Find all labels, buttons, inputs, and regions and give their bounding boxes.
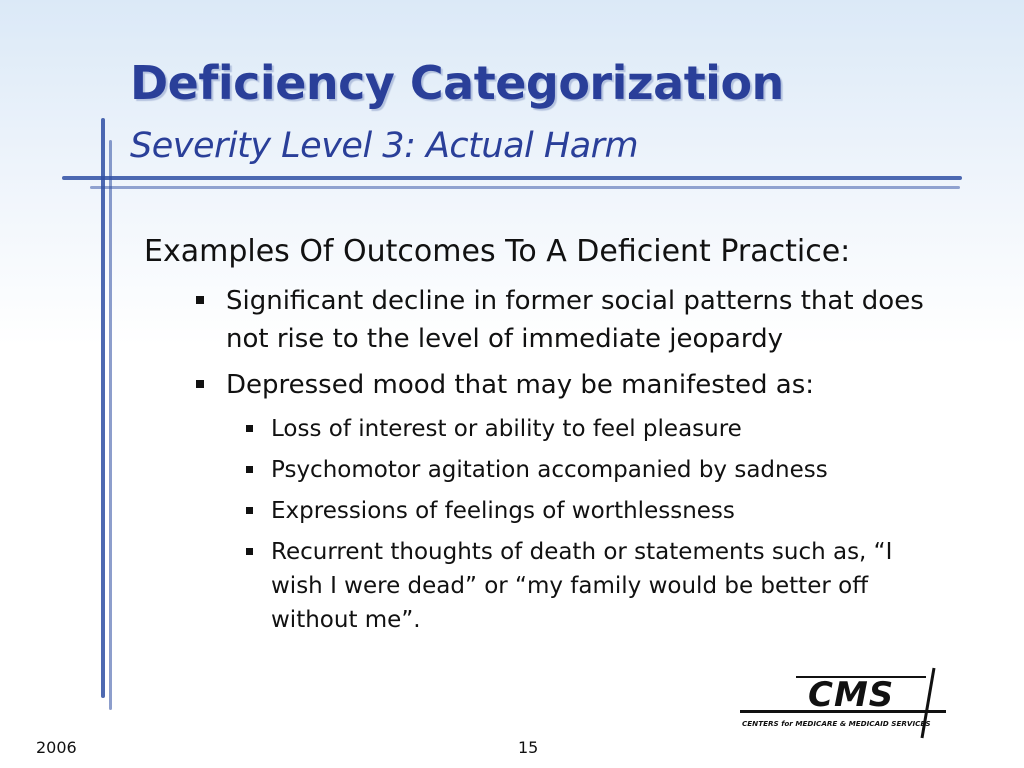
square-bullet-icon (196, 380, 204, 388)
sub-bullet-text: Loss of interest or ability to feel pleasure (271, 416, 742, 442)
square-bullet-icon (246, 466, 253, 473)
cms-logo (736, 664, 952, 740)
sub-bullet-item (144, 494, 951, 528)
square-bullet-icon (246, 425, 253, 432)
slide-content (144, 232, 984, 644)
bullet-text: Significant decline in former social patterns that does not rise to the level of immediate jeopardy (226, 286, 924, 354)
bullet-item (144, 282, 946, 358)
sub-bullet-item (144, 535, 951, 637)
sub-bullet-text: Recurrent thoughts of death or statements such as, “I wish I were dead” or “my family would be better off without me”. (271, 539, 893, 633)
frame-horizontal-line (62, 176, 962, 180)
cms-logo-tagline: CENTERS for MEDICARE & MEDICAID SERVICES (742, 719, 931, 728)
bullet-item (144, 366, 946, 404)
footer-year: 2006 (36, 738, 77, 757)
slide-title: Deficiency Categorization (130, 56, 784, 110)
frame-horizontal-line-shadow (90, 186, 960, 189)
cms-logo-wordmark: CMS (808, 675, 895, 715)
sub-bullet-text: Expressions of feelings of worthlessness (271, 498, 735, 524)
frame-vertical-line (101, 118, 105, 698)
cms-logo-mark (740, 668, 946, 738)
square-bullet-icon (246, 548, 253, 555)
frame-vertical-line-shadow (109, 140, 112, 710)
sub-bullet-item (144, 453, 951, 487)
page-number: 15 (518, 738, 539, 757)
bullet-text: Depressed mood that may be manifested as: (226, 370, 814, 400)
sub-bullet-text: Psychomotor agitation accompanied by sadness (271, 457, 828, 483)
content-heading: Examples Of Outcomes To A Deficient Practice: (144, 234, 851, 269)
square-bullet-icon (246, 507, 253, 514)
slide-subtitle: Severity Level 3: Actual Harm (130, 126, 639, 166)
square-bullet-icon (196, 296, 204, 304)
sub-bullet-item (144, 412, 951, 446)
